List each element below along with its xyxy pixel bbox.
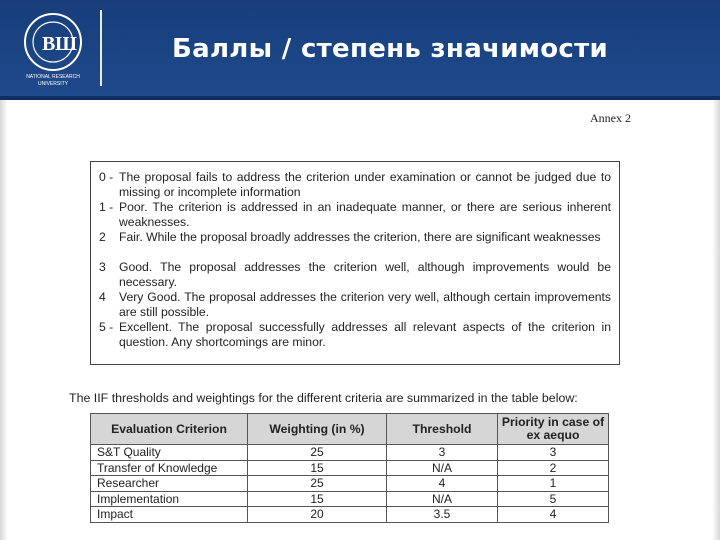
- cell-priority: 5: [498, 491, 609, 507]
- scale-number: 1 -: [99, 200, 114, 214]
- cell-criterion: Implementation: [91, 491, 248, 507]
- table-row: [91, 491, 609, 507]
- cell-priority: 4: [498, 507, 609, 523]
- scale-text: Good. The proposal addresses the criterion well, although improvements would be necessary.: [119, 260, 611, 289]
- left-shade: [0, 100, 8, 540]
- summary-sentence: The IIF thresholds and weightings for the different criteria are summarized in the table below:: [69, 391, 578, 405]
- scale-number: 5 -: [99, 320, 114, 334]
- page-title: Баллы / степень значимости: [172, 34, 609, 64]
- cell-criterion: S&T Quality: [91, 445, 248, 461]
- cell-threshold: N/A: [387, 491, 498, 507]
- cell-weighting: 25: [248, 476, 387, 492]
- scale-number: 0 -: [99, 170, 114, 184]
- scale-text: Very Good. The proposal addresses the criterion very well, although certain improvements are still possible.: [119, 290, 611, 319]
- cell-threshold: 4: [387, 476, 498, 492]
- table-row: [91, 460, 609, 476]
- logo-divider: [100, 10, 102, 86]
- cell-criterion: Impact: [91, 507, 248, 523]
- cell-priority: 3: [498, 445, 609, 461]
- table-row: [91, 445, 609, 461]
- header-rule: [0, 96, 720, 100]
- scale-text: The proposal fails to address the criterion under examination or cannot be judged due to missing or incomplete information: [119, 170, 611, 199]
- header-threshold: Threshold: [387, 414, 498, 445]
- svg-text:B: B: [42, 33, 56, 55]
- header-priority: Priority in case of ex aequo: [498, 414, 609, 445]
- cell-weighting: 20: [248, 507, 387, 523]
- cell-criterion: Transfer of Knowledge: [91, 460, 248, 476]
- scoring-scale-box: [90, 161, 620, 365]
- svg-text:Ш: Ш: [55, 33, 77, 55]
- right-shade: [712, 100, 720, 540]
- cell-priority: 1: [498, 476, 609, 492]
- table-row: [91, 507, 609, 523]
- scale-text: Poor. The criterion is addressed in an inadequate manner, or there are serious inherent weaknesses.: [119, 200, 611, 229]
- cell-threshold: 3: [387, 445, 498, 461]
- cell-weighting: 25: [248, 445, 387, 461]
- header-weighting: Weighting (in %): [248, 414, 387, 445]
- annex-label: Annex 2: [590, 111, 631, 125]
- table-header-row: [91, 414, 609, 445]
- criteria-table: [90, 413, 609, 523]
- scale-number: 2: [99, 230, 106, 244]
- university-logo: [16, 10, 90, 88]
- cell-criterion: Researcher: [91, 476, 248, 492]
- cell-weighting: 15: [248, 491, 387, 507]
- cell-weighting: 15: [248, 460, 387, 476]
- header-evaluation-criterion: Evaluation Criterion: [91, 414, 248, 445]
- scale-number: 4: [99, 290, 106, 304]
- scale-text: Excellent. The proposal successfully addresses all relevant aspects of the criterion in question. Any shortcomings are minor.: [119, 320, 611, 349]
- scale-number: 3: [99, 260, 106, 274]
- cell-priority: 2: [498, 460, 609, 476]
- scale-text: Fair. While the proposal broadly addresses the criterion, there are significant weaknesses: [119, 230, 601, 244]
- cell-threshold: N/A: [387, 460, 498, 476]
- svg-text:NATIONAL RESEARCH: NATIONAL RESEARCH: [26, 74, 80, 80]
- cell-threshold: 3.5: [387, 507, 498, 523]
- table-row: [91, 476, 609, 492]
- svg-text:UNIVERSITY: UNIVERSITY: [37, 81, 69, 87]
